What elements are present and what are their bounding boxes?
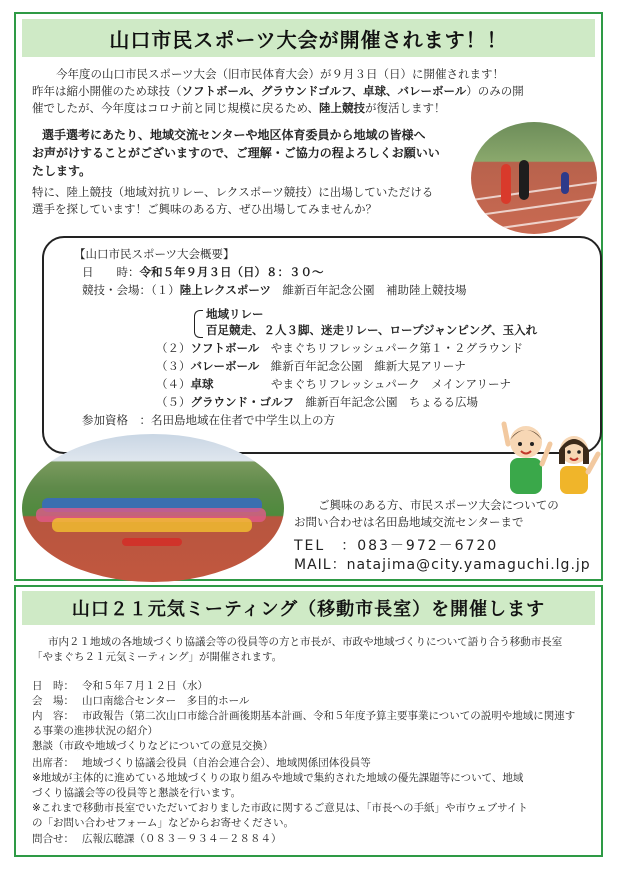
relay-brace <box>194 310 203 338</box>
meeting-venue: 山口南総合センター 多目的ホール <box>82 695 250 707</box>
event-summary-box: 【山口市民スポーツ大会概要】 日 時：令和５年９月３日（日）８：３０～ 競技・会場：（１）陸上レクスポーツ 維新百年記念公園 補助陸上競技場 地域リレー 百足競走、２人３脚、迷走リレー、ロープジャンピング、玉入れ （２）ソフトボール やまぐちリフレッシュパーク第１・２グラウンド （３）バレーボール 維新百年記念公園 維新大晃アリーナ （４）卓球 やまぐちリフレッシュパーク メインアリーナ （５）グラウンド・ゴルフ 維新百年記念公園 ちょるる広場 参加資格 ：名田島地域在住者で中学生以上の方 <box>42 236 602 454</box>
event-date: 令和５年９月３日（日）８：３０～ <box>139 265 324 279</box>
contact-email: MAIL：natajima@city.yamaguchi.lg.jp <box>294 557 591 573</box>
stadium-crowd-photo <box>22 434 284 582</box>
contact-phone: TEL ：083－972－6720 <box>294 538 499 554</box>
sports-event-intro: 今年度の山口市民スポーツ大会（旧市民体育大会）が９月３日（日）に開催されます！ 昨年は縮小開催のため球技（ソフトボール、グラウンドゴルフ、卓球、バレーボール）のみの開 催でしたが、今年度はコロナ前と同じ規模に戻るため、陸上競技が復活します！ <box>32 67 524 115</box>
selection-notice: 選手選考にあたり、地域交流センターや地区体育委員から地域の皆様へ お声がけすることがございますので、ご理解・ご協力の程よろしくお願いい たします。 <box>32 128 440 178</box>
inquiry-phone: 広報広聴課（０８３－９３４－２８８４） <box>82 833 282 845</box>
contact-info: ご興味のある方、市民スポーツ大会についての お問い合わせは名田島地域交流センターまで TEL ：083－972－6720 MAIL：natajima@city.yamaguchi.lg.jp <box>294 497 594 575</box>
girl-icon <box>559 436 598 494</box>
meeting-date: 令和５年７月１２日（水） <box>82 680 208 692</box>
sports-event-title: 山口市民スポーツ大会が開催されます！！ <box>22 19 595 57</box>
athlete-recruitment-text: 特に、陸上競技（地域対抗リレー、レクスポーツ競技）に出場していただける 選手を探しています！ご興味のある方、ぜひ出場してみませんか？ <box>32 185 434 216</box>
summary-heading: 【山口市民スポーツ大会概要】 <box>74 247 235 261</box>
mayor-meeting-title: 山口２１元気ミーティング（移動市長室）を開催します <box>22 591 595 625</box>
runners-photo <box>471 122 597 234</box>
cheering-kids-illustration <box>486 414 604 494</box>
mayor-meeting-section: 山口２１元気ミーティング（移動市長室）を開催します 市内２１地域の各地域づくり協議会等の役員等の方と市長が、市政や地域づくりについて語り合う移動市長室 「やまぐち２１元気ミーティング」が開催されます。 日 時： 令和５年７月１２日（水） 会 場： 山口南総合センター 多目的ホール 内 容： 市政報告（第二次山口市総合計画後期基本計画、令和５年度予算主要事業についての説明や地域に関連す る事業の進捗状況の紹介） 懇談（市政や地域づくりなどについての意見交換） 出席者： 地域づくり協議会役員（自治会連合会）、地域関係団体役員等 ※地域が主体的に進めている地域づくりの取り組みや地域で集約された地域の優先課題等について、地域 づくり協議会等の役員等と懇談を行います。 ※これまで移動市長室でいただいておりました市政に関するご意見は、「市長への手紙」や市ウェブサイト の「お問い合わせフォーム」などからお寄せください。 問合せ： 広報広聴課（０８３－９３４－２８８４） <box>14 585 603 857</box>
boy-icon <box>504 424 550 494</box>
sports-event-section <box>14 12 603 581</box>
